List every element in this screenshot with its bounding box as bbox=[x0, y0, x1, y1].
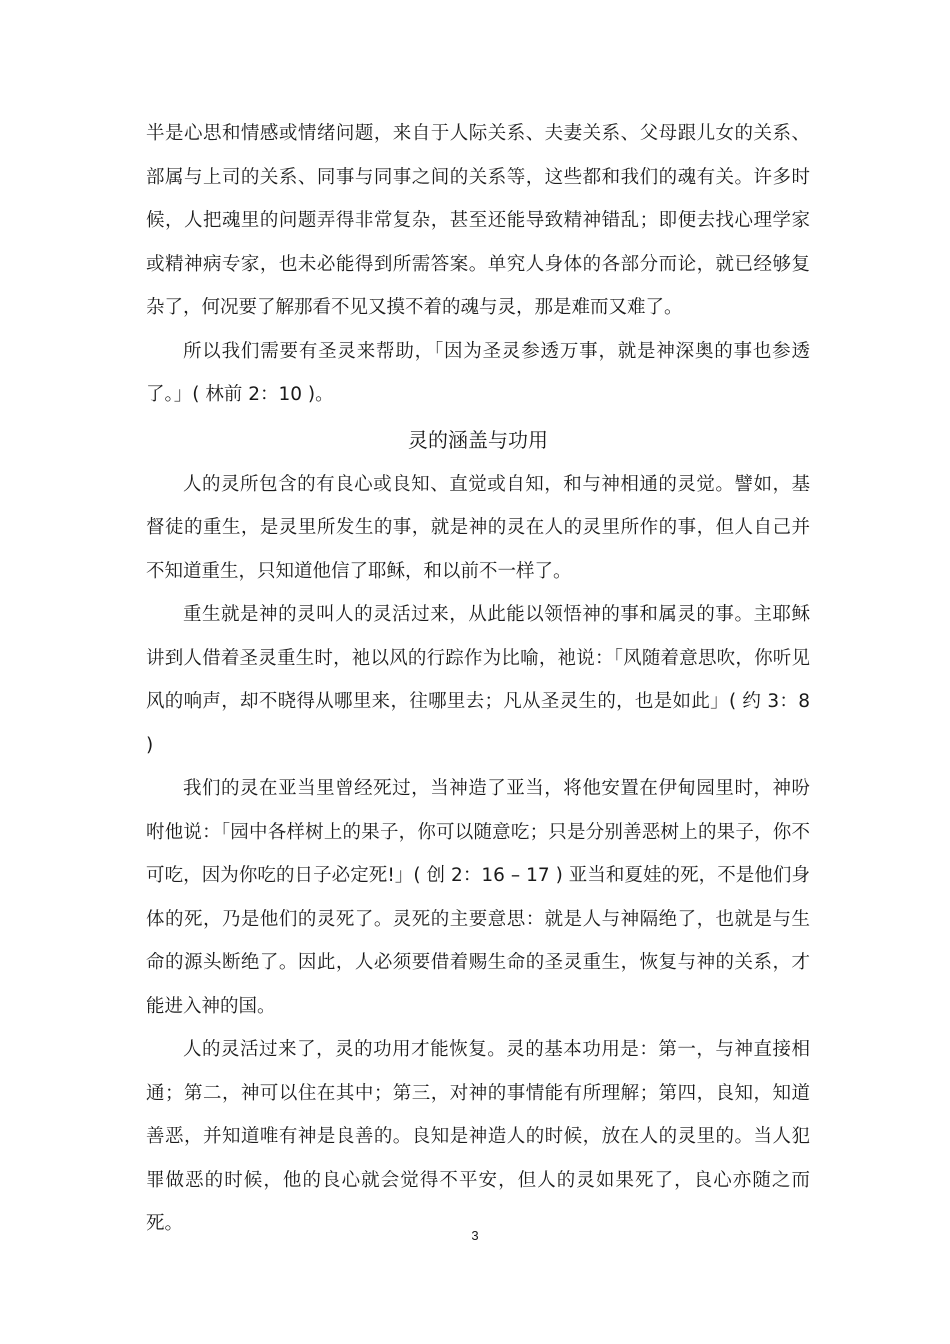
paragraph: 我们的灵在亚当里曾经死过，当神造了亚当，将他安置在伊甸园里时，神吩咐他说：「园中各样树上的果子，你可以随意吃；只是分别善恶树上的果子，你不可吃，因为你吃的日子必定死!」( 创 2：16 – 17 ) 亚当和夏娃的死，不是他们身体的死，乃是他们的灵死了。灵死的主要意思：就是人与神隔绝了，也就是与生命的源头断绝了。因此，人必须要借着赐生命的圣灵重生，恢复与神的关系，才能进入神的国。 bbox=[146, 778, 810, 1017]
paragraph: 人的灵所包含的有良心或良知、直觉或自知，和与神相通的灵觉。譬如，基督徒的重生，是灵里所发生的事，就是神的灵在人的灵里所作的事，但人自己并不知道重生，只知道他信了耶稣，和以前不一样了。 bbox=[146, 473, 810, 582]
paragraph: 人的灵活过来了，灵的功用才能恢复。灵的基本功用是：第一，与神直接相通；第二，神可以住在其中；第三，对神的事情能有所理解；第四，良知，知道善恶，并知道唯有神是良善的。良知是神造人的时候，放在人的灵里的。当人犯罪做恶的时候，他的良心就会觉得不平安，但人的灵如果死了，良心亦随之而死。 bbox=[146, 1039, 810, 1234]
page-number: 3 bbox=[471, 1228, 479, 1243]
page-body bbox=[146, 112, 810, 1246]
paragraph: 所以我们需要有圣灵来帮助，「因为圣灵参透万事，就是神深奥的事也参透了。」( 林前 2：10 )。 bbox=[146, 340, 810, 405]
paragraph: 重生就是神的灵叫人的灵活过来，从此能以领悟神的事和属灵的事。主耶稣讲到人借着圣灵重生时，祂以风的行踪作为比喻，祂说：「风随着意思吹，你听见风的响声，却不晓得从哪里来，往哪里去；凡从圣灵生的，也是如此」( 约 3：8 ) bbox=[146, 604, 810, 756]
section-heading: 灵的涵盖与功用 bbox=[408, 427, 548, 452]
paragraph-continued: 半是心思和情感或情绪问题，来自于人际关系、夫妻关系、父母跟儿女的关系、部属与上司的关系、同事与同事之间的关系等，这些都和我们的魂有关。许多时候，人把魂里的问题弄得非常复杂，甚至还能导致精神错乱；即便去找心理学家或精神病专家，也未必能得到所需答案。单究人身体的各部分而论，就已经够复杂了，何况要了解那看不见又摸不着的魂与灵，那是难而又难了。 bbox=[146, 123, 810, 318]
